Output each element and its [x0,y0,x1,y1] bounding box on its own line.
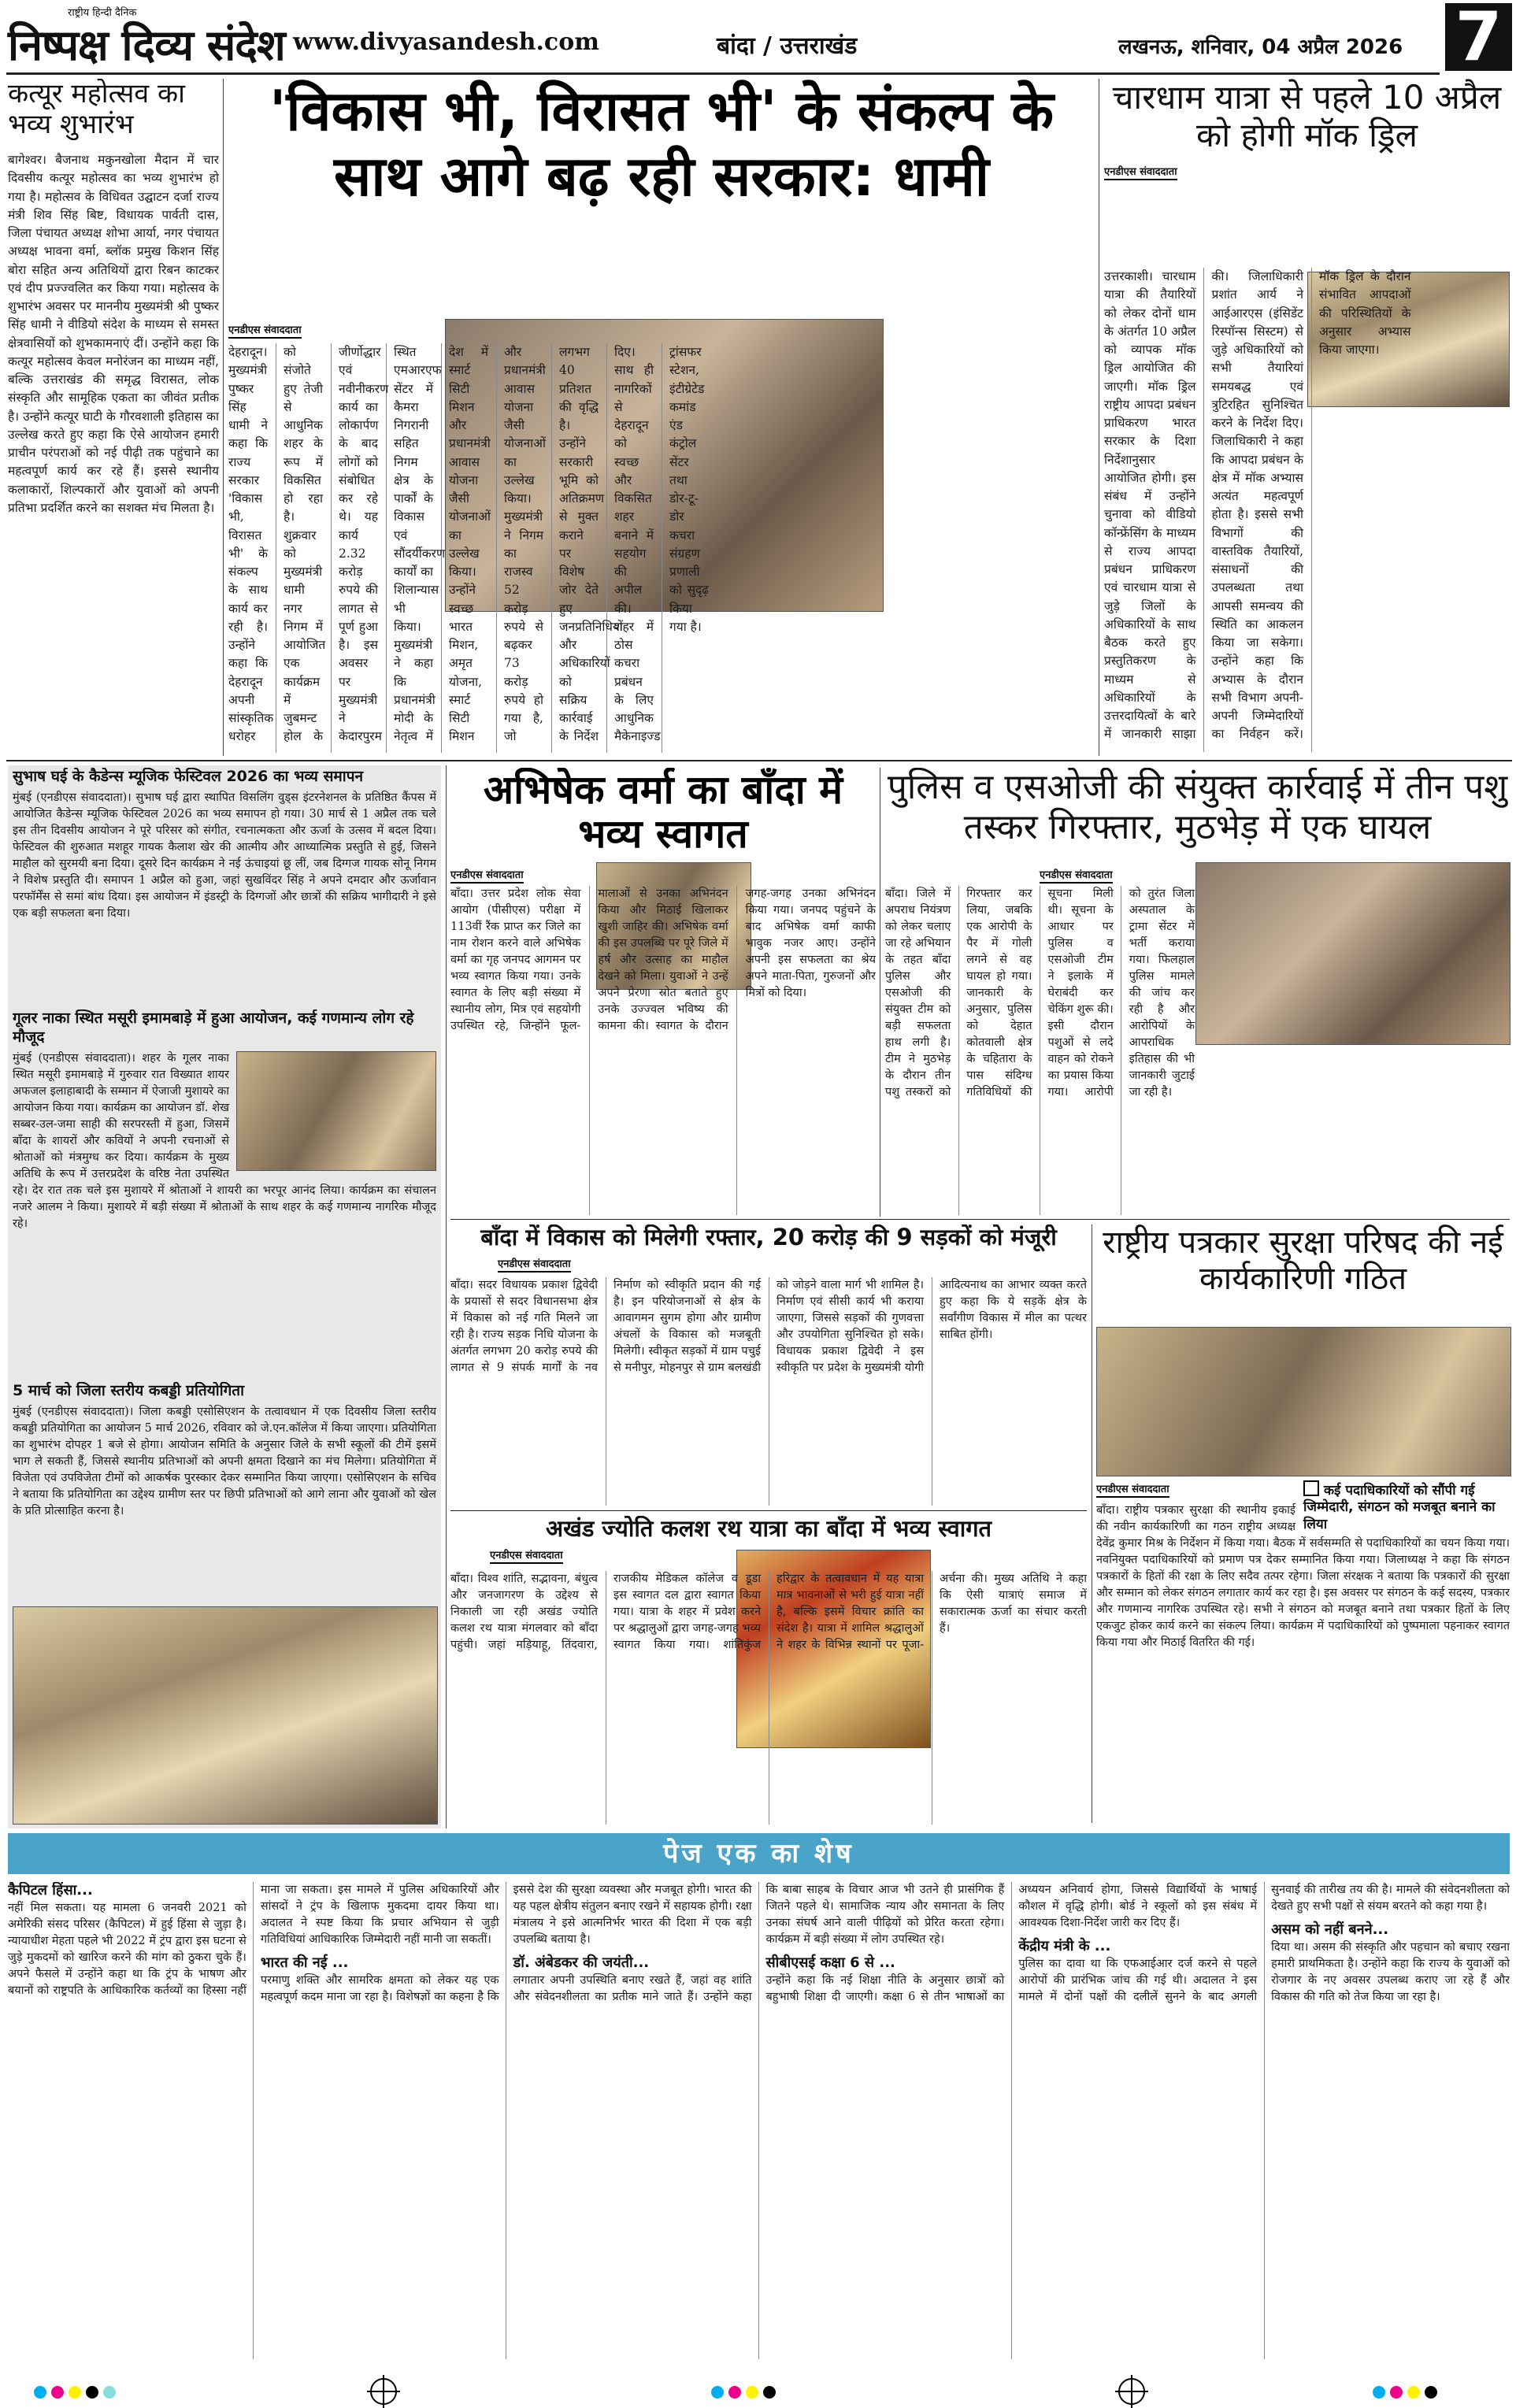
story-kanyur-body: बागेश्वर। बैजनाथ मकुनखोला मैदान में चार दिवसीय कत्यूर महोत्सव का भव्य शुभारंभ हो गया है। महोत्सव के विधिवत उद्घाटन दर्जा राज्य मंत्री शिव सिंह बिष्ट, विधायक पार्वती दास, जिला पंचायत अध्यक्ष शोभा आर्या, नगर पंचायत अध्यक्ष भावना वर्मा, ब्लॉक प्रमुख किशन सिंह बोरा सहित अन्य अतिथियों द्वारा रिबन काटकर एवं दीप प्रज्ज्वलित कर किया गया। महोत्सव के शुभारंभ अवसर पर माननीय मुख्यमंत्री श्री पुष्कर सिंह धामी ने वीडियो संदेश के माध्यम से समस्त क्षेत्रवासियों को शुभकामनाएं दीं। उन्होंने कहा कि कत्यूर महोत्सव केवल मनोरंजन का माध्यम नहीं, बल्कि उत्तराखंड की समृद्ध विरासत, लोक संस्कृति और सामूहिक एकता का जीवंत प्रतीक है। उन्होंने कत्यूर घाटी के गौरवशाली इतिहास का उल्लेख करते हुए कहा कि ऐसे आयोजन हमारी प्राचीन परंपराओं को नई पीढ़ी तक पहुंचाने का महत्वपूर्ण कार्य कर रहे हैं। इससे स्थानीय कलाकारों, शिल्पकारों और युवाओं को अपनी प्रतिभा प्रदर्शित करने का सशक्त मंच मिलता है। [8,153,219,515]
registration-mark-icon [370,2378,397,2405]
story-chardham-body: उत्तरकाशी। चारधाम यात्रा की तैयारियों को लेकर दोनों धाम के अंतर्गत 10 अप्रैल को व्यापक मॉक ड्रिल आयोजित की जाएगी। मॉक ड्रिल राष्ट्रीय आपदा प्रबंधन प्राधिकरण भारत सरकार के दिशा निर्देशानुसार आयोजित होगी। इस संबंध में उन्होंने चुनावा को वीडियो कॉन्फ्रेंसिंग के माध्यम से राज्य आपदा प्रबंधन प्राधिकरण एवं चारधाम यात्रा से जुड़े जिलों के अधिकारियों के साथ बैठक करते हुए प्रस्तुतिकरण के माध्यम से अधिकारियों के उत्तरदायित्वों के बारे में जानकारी साझा की। जिलाधिकारी प्रशांत आर्य ने आईआरएस (इंसिडेंट रिस्पॉन्स सिस्टम) से जुड़े अधिकारियों को सभी तैयारियां समयबद्ध एवं त्रुटिरहित सुनिश्चित करने के निर्देश दिए। जिलाधिकारी ने कहा कि आपदा प्रबंधन के क्षेत्र में मॉक अभ्यास अत्यंत महत्वपूर्ण होता है। इससे सभी विभागों की वास्तविक तैयारियों, संसाधनों की उपलब्धता तथा आपसी समन्वय की स्थिति का आकलन किया जा सकेगा। उन्होंने कहा कि अभ्यास के दौरान सभी विभाग अपनी-अपनी जिम्मेदारियों का निर्वहन करें। मॉक ड्रिल के दौरान संभावित आपदाओं की परिस्थितियों के अनुसार अभ्यास किया जाएगा। [1104,269,1411,742]
masthead-rule [6,72,1440,75]
color-bar-icon [32,2386,118,2402]
divider [223,79,224,756]
story-police-byline-wrap [1040,866,1113,884]
cont-title-4: सीबीएसई कक्षा 6 से ... [765,1954,895,1972]
masthead-tagline: राष्ट्रीय हिन्दी दैनिक [68,7,137,19]
story-roads [450,1224,1087,1508]
photo-journalist [1096,1327,1511,1476]
cont-body-5: पुलिस का दावा था कि एफआईआर दर्ज करने से पहले आरोपों की प्रारंभिक जांच की गई थी। अदालत ने इस मामले में दोनों पक्षों की दलीलें सुनने के बाद अगली सुनवाई की तारीख तय की है। मामले की संवेदनशीलता को देखते हुए सभी पक्षों से संयम बरतने को कहा गया है। [1018,1884,1510,2003]
story-roads-headline: बाँदा में विकास को मिलेगी रफ्तार, 20 करोड़ की 9 सड़कों को मंजूरी [480,1224,1057,1250]
continuation-columns [8,1882,1510,2362]
cont-title-2: भारत की नई ... [260,1954,349,1972]
story-kabaddi-body: मुंबई (एनडीएस संवाददाता)। जिला कबड्डी एसोसिएशन के तत्वावधान में एक दिवसीय जिला स्तरीय कबड्डी प्रतियोगिता का आयोजन 5 मार्च 2026, रविवार को जे.एन.कॉलेज में किया जाएगा। प्रतियोगिता का शुभारंभ दोपहर 1 बजे से होगा। आयोजन समिति के अनुसार जिले के सभी स्कूलों की टीमें इसमें भाग ले सकती हैं, जिससे स्थानीय प्रतिभाओं को अपनी क्षमता दिखाने का मंच मिलेगा। प्रतियोगिता में विजेता एवं उपविजेता टीमों को आकर्षक पुरस्कार देकर सम्मानित किया जाएगा। एसोसिएशन के सचिव ने बताया कि प्रतियोगिता का उद्देश्य ग्रामीण स्तर पर छिपी प्रतिभाओं को आगे लाना और युवाओं को खेल के प्रति प्रोत्साहित करना है। [13,1405,436,1517]
square-bullet-icon [1303,1480,1319,1496]
cont-body-1: नहीं मिल सकता। यह मामला 6 जनवरी 2021 को अमेरिकी संसद परिसर (कैपिटल) में हुई हिंसा से जुड़ा है। न्यायाधीश मेहता पहले भी 2022 में ट्रंप द्वारा इस घटना से जुड़े मुकदमों को खारिज करने की मांग को ठुकरा चुके हैं। अपने फैसले में उन्होंने कहा था कि ट्रंप के भाषण और बयानों को राष्ट्रपति के आधिकारिक कर्तव्यों का हिस्सा नहीं माना जा सकता। इस मामले में पुलिस अधिकारियों और सांसदों ने ट्रंप के खिलाफ मुकदमा दायर किया था। अदालत ने स्पष्ट किया कि प्रचार अभियान से जुड़ी गतिविधियां आधिकारिक जिम्मेदारी नहीं मानी जा सकतीं। [8,1884,499,1997]
story-music [13,768,436,1004]
band-rule [450,1510,1087,1511]
story-roads-byline: एनडीएस संवाददाता [498,1256,571,1273]
masthead-section: बांदा / उत्तराखंड [717,32,858,60]
story-dhami-body-wrap [228,343,1095,757]
cont-title-1: कैपिटल हिंसा... [8,1882,93,1899]
masthead-dateline: लखनऊ, शनिवार, 04 अप्रैल 2026 [1118,35,1403,59]
story-ghazal-body: मुंबई (एनडीएस संवाददाता)। शहर के गूलर नाका स्थित मसूरी इमामबाड़े में गुरुवार रात विख्यात शायर अफजल इलाहाबादी के सम्मान में ऐजाजी मुशायरे का आयोजन किया गया। कार्यक्रम का आयोजन डॉ. शेख सब्बर-उल-जमा साही की सरपरस्ती में हुआ, जिसमें बाँदा के शायरों और कवियों ने अपनी रचनाओं से श्रोताओं को मंत्रमुग्ध कर दिया। कार्यक्रम के मुख्य अतिथि के रूप में उत्तरप्रदेश के वरिष्ठ नेता उपस्थित रहे। देर रात तक चले इस मुशायरे में श्रोताओं ने शायरी का भरपूर आनंद लिया। कार्यक्रम का संचालन नजरे आलम ने किया। मुशायरे में बड़ी संख्या में श्रोताओं के साथ शहर के कई गणमान्य नागरिक मौजूद रहे। [13,1051,436,1230]
story-dhami-byline-wrap [228,321,441,339]
story-journalist-body: बाँदा। राष्ट्रीय पत्रकार सुरक्षा की स्थानीय इकाई की नवीन कार्यकारिणी का गठन राष्ट्रीय अध्यक्ष देवेंद्र कुमार मिश्र के निर्देशन में किया गया। बैठक में सर्वसम्मति से पदाधिकारियों का चयन किया गया। नवनियुक्त पदाधिकारियों को प्रमाण पत्र देकर सम्मानित किया गया। जिलाध्यक्ष ने कहा कि संगठन पत्रकारों के हितों की रक्षा के लिए सदैव तत्पर रहेगा। जिला संरक्षक ने बताया कि पत्रकारों की सुरक्षा और सम्मान को लेकर संगठन लगातार कार्य कर रहा है। इस अवसर पर संगठन के कई सदस्य, पत्रकार और गणमान्य नागरिक उपस्थित रहे। सभी ने संगठन को मजबूत बनाने तथा पत्रकार हितों के लिए एकजुट होकर कार्य करने का संकल्प लिया। कार्यक्रम में पदाधिकारियों को पुष्पमाला पहनाकर स्वागत किया गया और मिठाई वितरित की गई। [1096,1504,1510,1650]
story-abhishek-headline: अभिषेक वर्मा का बाँदा में भव्य स्वागत [483,768,843,857]
story-dhami-headline: 'विकास भी, विरासत भी' के संकल्प के साथ आगे बढ़ रही सरकार: धामी [269,79,1055,209]
story-kalash-byline: एनडीएस संवाददाता [490,1547,563,1564]
story-kalash-body-wrap [450,1571,1087,1827]
story-kalash-body: बाँदा। विश्व शांति, सद्भावना, बंधुत्व और जनजागरण के उद्देश्य से निकाली जा रही अखंड ज्योति कलश रथ यात्रा मंगलवार को बाँदा पहुंची। जहां मड़ियाहू, तिंदवारा, राजकीय मेडिकल कॉलेज व डूडा इस स्वागत दल द्वारा स्वागत किया गया। यात्रा के शहर में प्रवेश करने पर श्रद्धालुओं द्वारा जगह-जगह भव्य स्वागत किया गया। शांतिकुंज हरिद्वार के तत्वावधान में यह यात्रा मात्र भावनाओं से भरी हुई यात्रा नहीं है, बल्कि इसमें विचार क्रांति का संदेश है। यात्रा में शामिल श्रद्धालुओं ने शहर के विभिन्न स्थानों पर पूजा-अर्चना की। मुख्य अतिथि ने कहा कि ऐसी यात्राएं समाज में सकारात्मक ऊर्जा का संचार करती हैं। [450,1573,1087,1652]
story-chardham-byline: एनडीएस संवाददाता [1104,164,1177,180]
story-dhami-body: देहरादून। मुख्यमंत्री पुष्कर सिंह धामी ने कहा कि राज्य सरकार 'विकास भी, विरासत भी' के संकल्प के साथ कार्य कर रही है। उन्होंने कहा कि देहरादून अपनी सांस्कृतिक धरोहर को संजोते हुए तेजी से आधुनिक शहर के रूप में विकसित हो रहा है। शुक्रवार को मुख्यमंत्री धामी नगर निगम में आयोजित एक कार्यक्रम में जुबमन्ट होल के जीर्णोद्धार एवं नवीनीकरण कार्य का लोकार्पण के बाद लोगों को संबोधित कर रहे थे। यह कार्य 2.32 करोड़ रुपये की लागत से पूर्ण हुआ है। इस अवसर पर मुख्यमंत्री ने केदारपुरम स्थित एमआरएफ सेंटर में कैमरा निगरानी सहित निगम क्षेत्र के पार्कों के विकास एवं सौंदर्यीकरण कार्यों का शिलान्यास भी किया। मुख्यमंत्री ने कहा कि प्रधानमंत्री मोदी के नेतृत्व में देश में स्मार्ट सिटी मिशन और प्रधानमंत्री आवास योजना जैसी योजनाओं का उल्लेख किया। उन्होंने स्वच्छ भारत मिशन, अमृत योजना, स्मार्ट सिटी मिशन और प्रधानमंत्री आवास योजना जैसी योजनाओं का उल्लेख किया। मुख्यमंत्री ने निगम का राजस्व 52 करोड़ रुपये से बढ़कर 73 करोड़ रुपये हो गया है, जो लगभग 40 प्रतिशत की वृद्धि है। उन्होंने सरकारी भूमि को अतिक्रमण से मुक्त कराने पर विशेष जोर देते हुए जनप्रतिनिधियों और अधिकारियों को सक्रिय कार्रवाई के निर्देश दिए। साथ ही नागरिकों से देहरादून को स्वच्छ और विकसित शहर बनाने में सहयोग की अपील की। शहर में ठोस कचरा प्रबंधन के लिए आधुनिक मैकेनाइज्ड ट्रांसफर स्टेशन, इंटीग्रेटेड कमांड एंड कंट्रोल सेंटर तथा डोर-टू-डोर कचरा संग्रहण प्रणाली को सुदृढ़ किया गया है। [228,345,709,744]
story-roads-body: बाँदा। सदर विधायक प्रकाश द्विवेदी के प्रयासों से सदर विधानसभा क्षेत्र में विकास को नई गति मिलने जा रही है। राज्य सड़क निधि योजना के अंतर्गत लगभग 20 करोड़ रुपये की लागत से 9 संपर्क मार्गों के नव निर्माण को स्वीकृति प्रदान की गई है। इन परियोजनाओं से क्षेत्र के आवागमन सुगम होगा और ग्रामीण अंचलों के विकास को मजबूती मिलेगी। स्वीकृत सड़कों में ग्राम पचुई से मनीपुर, मोहनपुर से ग्राम बलखंडी को जोड़ने वाला मार्ग भी शामिल है। निर्माण एवं सीसी कार्य भी कराया जाएगा, जिससे सड़कों की गुणवत्ता और उपयोगिता सुनिश्चित हो सके। विधायक प्रकाश द्विवेदी ने इस स्वीकृति पर प्रदेश के मुख्यमंत्री योगी आदित्यनाथ का आभार व्यक्त करते हुए कहा कि ये सड़कें क्षेत्र के सर्वांगीण विकास में मील का पत्थर साबित होंगी। [450,1279,1087,1375]
continuation-banner: पेज एक का शेष [8,1833,1510,1874]
story-police-headline: पुलिस व एसओजी की संयुक्त कार्रवाई में तीन पशु तस्कर गिरफ्तार, मुठभेड़ में एक घायल [887,768,1508,847]
band-rule [450,1219,1510,1220]
registration-mark-icon [1118,2378,1145,2405]
page-number: 7 [1445,3,1512,71]
story-journalist-body-wrap [1096,1480,1510,1823]
story-police-body: बाँदा। जिले में अपराध नियंत्रण को लेकर चलाए जा रहे अभियान के तहत बाँदा पुलिस और एसओजी की संयुक्त टीम को बड़ी सफलता हाथ लगी है। टीम ने मुठभेड़ के दौरान तीन पशु तस्करों को गिरफ्तार कर लिया, जबकि एक आरोपी के पैर में गोली लगने से वह घायल हो गया। जानकारी के अनुसार, पुलिस को देहात कोतवाली क्षेत्र के चहितारा के पास संदिग्ध गतिविधियों की सूचना मिली थी। सूचना के आधार पर पुलिस व एसओजी टीम ने इलाके में घेराबंदी कर चेकिंग शुरू की। इसी दौरान पशुओं से लदे वाहन को रोकने का प्रयास किया गया। आरोपी को तुरंत जिला अस्पताल के ट्रामा सेंटर में भर्ती कराया गया। फिलहाल पुलिस मामले की जांच कर रही है और आरोपियों के आपराधिक इतिहास की भी जानकारी जुटाई जा रही है। [885,887,1195,1099]
color-bar-icon [1370,2386,1440,2402]
story-music-headline: सुभाष घई के कैडेन्स म्यूजिक फेस्टिवल 2026 का भव्य समापन [13,768,364,785]
story-kanyur-headline: कत्यूर महोत्सव का भव्य शुभारंभ [8,79,185,141]
story-police-byline: एनडीएस संवाददाता [1040,867,1113,884]
story-journalist-byline: एनडीएस संवाददाता [1096,1481,1169,1498]
cont-title-5: केंद्रीय मंत्री के ... [1018,1938,1111,1955]
masthead-logo: निष्पक्ष दिव्य संदेश [8,20,285,70]
cont-body-4: उन्होंने कहा कि नई शिक्षा नीति के अनुसार छात्रों को बहुभाषी शिक्षा दी जाएगी। कक्षा 6 से तीन भाषाओं का अध्ययन अनिवार्य होगा, जिससे विद्यार्थियों के भाषाई कौशल में वृद्धि होगी। बोर्ड ने स्कूलों को इस संबंध में आवश्यक दिशा-निर्देश जारी कर दिए हैं। [765,1884,1258,2003]
cont-body-6: दिया था। असम की संस्कृति और पहचान को बचाए रखना हमारी प्राथमिकता है। उन्होंने कहा कि राज्य के युवाओं को रोजगार के नए अवसर उपलब्ध कराए जा रहे हैं और विकास की गति को तेज किया जा रहा है। [1271,1940,1510,2003]
story-kanyur [8,79,219,756]
story-abhishek-byline-wrap [450,866,524,884]
story-kabaddi [13,1382,436,1602]
cont-title-3: डॉ. अंबेडकर की जयंती... [513,1954,650,1972]
story-police-body-wrap [885,886,1510,1217]
story-abhishek-body: बाँदा। उत्तर प्रदेश लोक सेवा आयोग (पीसीएस) परीक्षा में 113वीं रैंक प्राप्त कर जिले का नाम रोशन करने वाले अभिषेक वर्मा का गृह जनपद आगमन पर भव्य स्वागत किया गया। उनके स्वागत के लिए बड़ी संख्या में स्थानीय लोग, मित्र एवं सहयोगी उपस्थित रहे, जिन्होंने फूल-मालाओं से उनका अभिनंदन किया और मिठाई खिलाकर खुशी जाहिर की। अभिषेक वर्मा की इस उपलब्धि पर पूरे जिले में हर्ष और उत्साह का माहौल देखने को मिला। युवाओं ने उन्हें अपने प्रेरणा स्रोत बताते हुए उनके उज्ज्वल भविष्य की कामना की। स्वागत के दौरान जगह-जगह उनका अभिनंदन किया गया। जनपद पहुंचने के बाद अभिषेक वर्मा काफी भावुक नजर आए। उन्होंने अपनी इस सफलता का श्रेय अपने माता-पिता, गुरुजनों और मित्रों को दिया। [450,887,876,1033]
story-journalist-headline: राष्ट्रीय पत्रकार सुरक्षा परिषद की नई कार्यकारिणी गठित [1103,1224,1503,1297]
cont-body-3: लगातार अपनी उपस्थिति बनाए रखते हैं, जहां वह शांति और संवेदनशीलता का प्रतीक माने जाते हैं। उन्होंने कहा कि बाबा साहब के विचार आज भी उतने ही प्रासंगिक हैं जितने पहले थे। सामाजिक न्याय और समानता के लिए उनका संघर्ष आने वाली पीढ़ियों को प्रेरित करता रहेगा। कार्यक्रम में बड़ी संख्या में लोग उपस्थित रहे। [513,1884,1005,2003]
cont-body-2: परमाणु शक्ति और सामरिक क्षमता को लेकर यह एक महत्वपूर्ण कदम माना जा रहा है। विशेषज्ञों का कहना है कि इससे देश की सुरक्षा व्यवस्था और मजबूत होगी। भारत की यह पहल क्षेत्रीय संतुलन बनाए रखने में सहायक होगी। रक्षा मंत्रालय ने इसे आत्मनिर्भर भारत की दिशा में एक बड़ी उपलब्धि बताया है। [260,1884,752,2003]
divider [446,765,447,1828]
story-dhami-byline: एनडीएस संवाददाता [228,322,302,339]
story-kabaddi-headline: 5 मार्च को जिला स्तरीय कबड्डी प्रतियोगिता [13,1382,245,1399]
story-abhishek-byline: एनडीएस संवाददाता [450,867,524,884]
story-chardham-body-wrap [1104,268,1510,756]
story-chardham-headline: चारधाम यात्रा से पहले 10 अप्रैल को होगी मॉक ड्रिल [1112,79,1502,155]
masthead [0,0,1516,75]
story-kalash-headline: अखंड ज्योति कलश रथ यात्रा का बाँदा में भव्य स्वागत [545,1516,992,1542]
story-journalist-callout: कई पदाधिकारियों को सौंपी गई जिम्मेदारी, संगठन को मजबूत बनाने का लिया [1303,1480,1510,1533]
cont-title-6: असम को नहीं बनने... [1271,1921,1389,1939]
story-abhishek-body-wrap [450,886,876,1217]
photo-kabaddi [13,1606,438,1825]
story-music-body: मुंबई (एनडीएस संवाददाता)। सुभाष घई द्वारा स्थापित विसलिंग वुड्स इंटरनेशनल के प्रतिष्ठित कैंपस में आयोजित कैडेन्स म्यूजिक फेस्टिवल 2026 का भव्य समापन हो गया। 30 मार्च से 1 अप्रैल तक चले इस तीन दिवसीय आयोजन ने पूरे परिसर को संगीत, रचनात्मकता और ऊर्जा के उत्सव में बदल दिया। फेस्टिवल की शुरुआत मशहूर गायक कैलाश खेर की आत्मीय और आध्यात्मिक प्रस्तुति से हुई, जिसने माहौल को सुरमयी बना दिया। दूसरे दिन कार्यक्रम ने नई ऊंचाइयां छू लीं, जब दिग्गज गायक सोनू निगम ने विशेष प्रस्तुति दी। समापन 1 अप्रैल को हुआ, जहां सुखविंदर सिंह ने अपने दमदार और ऊर्जावान परफॉर्मेंस से समां बांध दिया। इस आयोजन में इंडस्ट्री के दिग्गजों और छात्रों की सक्रिय भागीदारी ने इसे एक बड़ी सफलता बना दिया। [13,791,436,920]
masthead-url[interactable]: www.divyasandesh.com [293,28,599,56]
photo-ghazal [236,1051,436,1171]
color-bar-icon [709,2386,778,2402]
band-rule [6,760,1512,761]
story-ghazal-headline: गूलर नाका स्थित मसूरी इमामबाड़े में हुआ आयोजन, कई गणमान्य लोग रहे मौजूद [13,1010,414,1046]
